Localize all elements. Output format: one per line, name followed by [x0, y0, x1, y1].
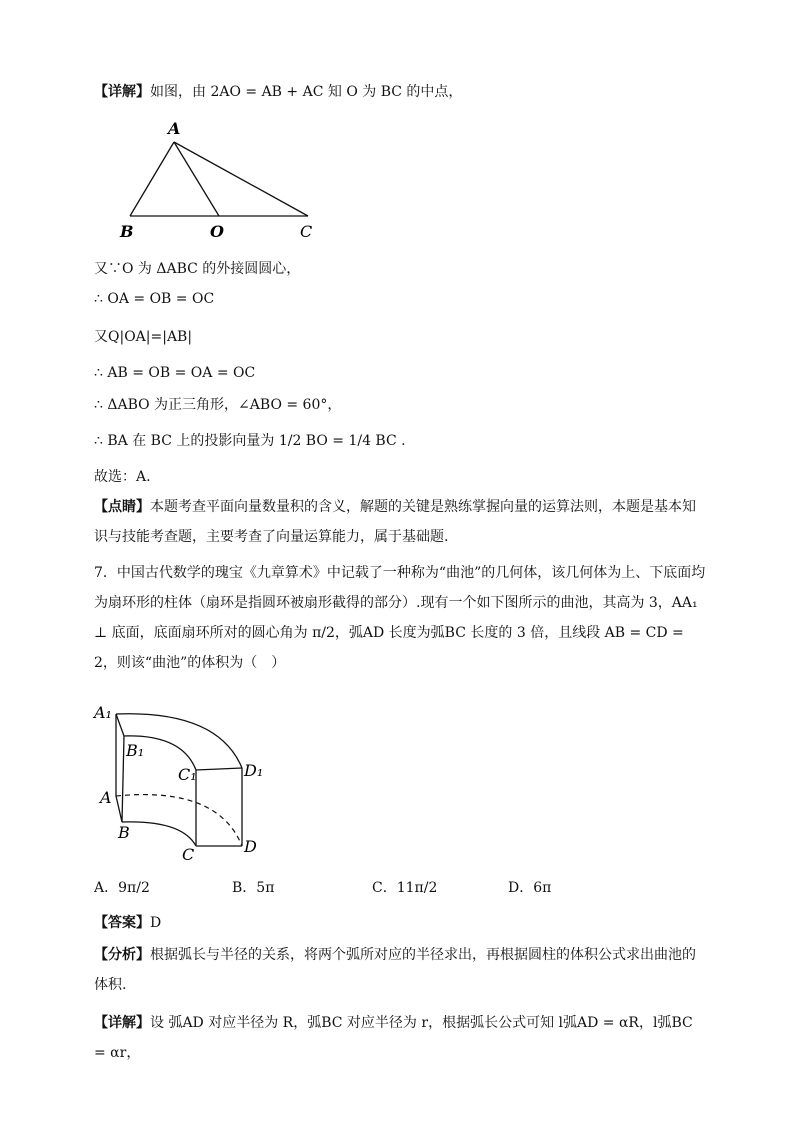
label-c: C [300, 222, 313, 241]
label-a1: A₁ [94, 703, 112, 722]
answer-tag: 【答案】 [94, 915, 150, 931]
label-d: D [244, 837, 257, 856]
label-b1: B₁ [126, 741, 145, 760]
triangle-figure [110, 115, 330, 245]
label-d1: D₁ [244, 761, 264, 780]
detail-line: 又∵O 为 ΔABC 的外接圆圆心， [94, 261, 301, 277]
detail-line: ∴ OA = OB = OC [94, 291, 215, 307]
detail-intro-text: 如图，由 2AO = AB + AC 知 O 为 BC 的中点， [150, 84, 463, 100]
choice-a [94, 876, 150, 900]
q7-question: 7．中国古代数学的瑰宝《九章算术》中记载了一种称为“曲池”的几何体，该几何体为上、下底面均为扇环形的柱体（扇环是指圆环被扇形截得的部分）.现有一个如下图所示的曲池，其高为 3，AA₁ ⊥ 底面，底面扇环所对的圆心角为 π/2，弧AD 长度为弧BC 长度的 3 倍，且线段 AB = CD = 2，则该“曲池”的体积为（ ） [94, 565, 706, 671]
label-c: C [182, 845, 195, 864]
q7-answer [94, 912, 161, 934]
label-a: A [100, 788, 112, 807]
label-b: B [118, 823, 130, 842]
outer-bottom-arc-hidden [116, 795, 242, 846]
choice-value: 11π/2 [396, 880, 438, 896]
choice-value: 9π/2 [118, 880, 150, 896]
q6-detail-intro [94, 81, 462, 103]
segment-ao [174, 142, 219, 216]
detail-line: ∴ AB = OB = OA = OC [94, 365, 256, 381]
edge-a-b [116, 796, 122, 822]
analysis-text: 根据弧长与半径的关系，将两个弧所对应的半径求出，再根据圆柱的体积公式求出曲池的体积. [94, 947, 696, 993]
choice-letter: A． [94, 880, 119, 896]
edge-b-b1 [122, 736, 124, 822]
label-o: O [210, 222, 224, 241]
q6-comment [94, 492, 706, 552]
choice-value: 5π [256, 880, 275, 896]
edge-c1-d1 [196, 768, 242, 770]
choice-b [232, 876, 274, 900]
label-b: B [120, 222, 134, 241]
detail-line: 又Q|OA|=|AB| [94, 329, 193, 345]
detail-tag: 【详解】 [94, 1015, 150, 1031]
answer-choice-line: 故选：A. [94, 469, 151, 485]
segment-ab [130, 142, 174, 216]
choice-letter: C． [372, 880, 397, 896]
choice-letter: B． [232, 880, 257, 896]
edge-a1-b1 [116, 714, 124, 736]
q7-analysis [94, 940, 706, 1000]
q7-choices [94, 876, 714, 900]
label-a: A [168, 119, 181, 138]
choice-d [508, 876, 551, 900]
comment-text: 本题考查平面向量数量积的含义，解题的关键是熟练掌握向量的运算法则，本题是基本知识与技能考查题，主要考查了向量运算能力，属于基础题. [94, 499, 696, 545]
detail-line: ∴ ΔABO 为正三角形，∠ABO = 60°， [94, 397, 342, 413]
answer-value: D [150, 915, 162, 931]
comment-tag: 【点睛】 [94, 499, 150, 515]
detail-line: ∴ BA 在 BC 上的投影向量为 1/2 BO = 1/4 BC . [94, 433, 406, 449]
choice-letter: D． [508, 880, 534, 896]
detail-tag: 【详解】 [94, 84, 150, 100]
choice-value: 6π [533, 880, 552, 896]
analysis-tag: 【分析】 [94, 947, 150, 963]
choice-c [372, 876, 437, 900]
detail-text: 设 弧AD 对应半径为 R，弧BC 对应半径为 r，根据弧长公式可知 l弧AD = αR，l弧BC = αr， [94, 1015, 693, 1061]
q7-detail [94, 1008, 706, 1068]
segment-ac [174, 142, 308, 216]
inner-bottom-arc [122, 822, 196, 846]
quchi-solid-figure [92, 700, 272, 870]
label-c1: C₁ [178, 765, 197, 784]
